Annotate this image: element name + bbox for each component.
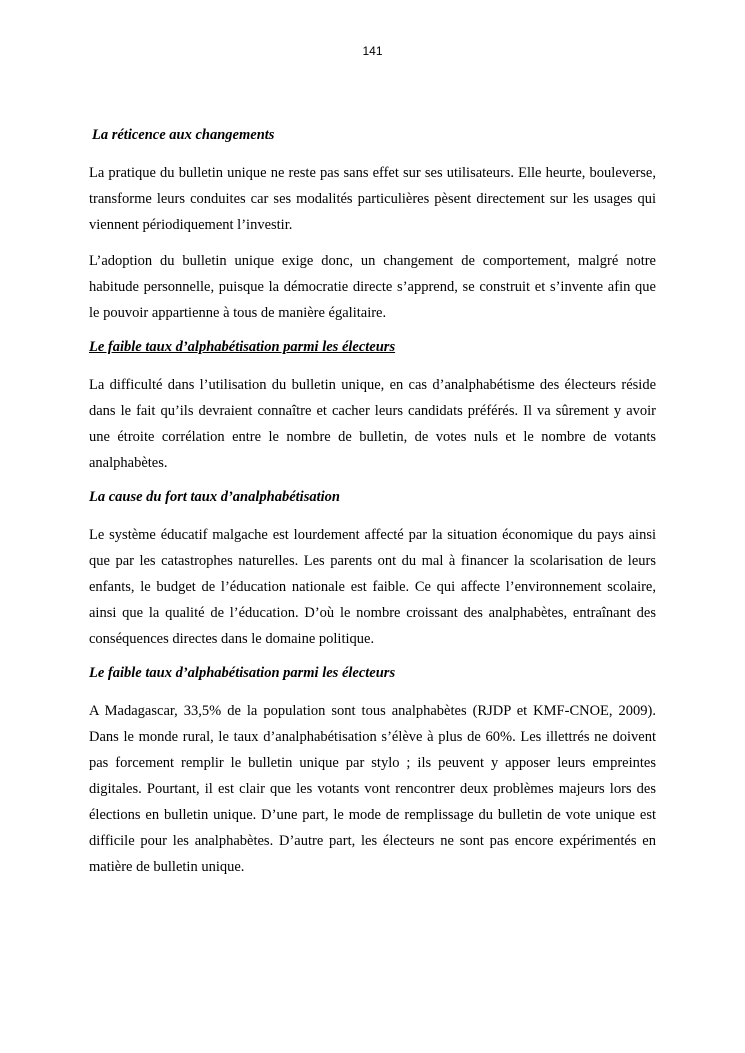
section-heading: Le faible taux d’alphabétisation parmi les électeurs xyxy=(89,665,396,681)
page-number: 141 xyxy=(362,44,383,58)
section-heading: La cause du fort taux d’analphabétisation xyxy=(89,489,340,505)
paragraph: La pratique du bulletin unique ne reste pas sans effet sur ses utilisateurs. Elle heurte, bouleverse, transforme leurs conduites car ses modalités particulières pèsent directement sur les usages qui viennent périodiquement l’investir. xyxy=(89,165,656,233)
document-body xyxy=(89,124,656,890)
paragraph: A Madagascar, 33,5% de la population sont tous analphabètes (RJDP et KMF-CNOE, 2009). Dans le monde rural, le taux d’analphabétisation s’élève à plus de 60%. Les illettrés ne doivent pas forcement remplir le bulletin unique par stylo ; ils peuvent y apposer leurs empreintes digitales. Pourtant, il est clair que les votants vont rencontrer deux problèmes majeurs lors des élections en bulletin unique. D’une part, le mode de remplissage du bulletin de vote unique est difficile pour les analphabètes. D’autre part, les électeurs ne sont pas encore expérimentés en matière de bulletin unique. xyxy=(89,703,656,875)
paragraph: La difficulté dans l’utilisation du bulletin unique, en cas d’analphabétisme des électeurs réside dans le fait qu’ils devraient connaître et cacher leurs candidats préférés. Il va sûrement y avoir une étroite corrélation entre le nombre de bulletin, de votes nuls et le nombre de votants analphabètes. xyxy=(89,377,656,471)
section-heading: La réticence aux changements xyxy=(92,127,275,143)
paragraph: L’adoption du bulletin unique exige donc, un changement de comportement, malgré notre habitude personnelle, puisque la démocratie directe s’apprend, se construit et s’invente afin que le pouvoir appartienne à tous de manière égalitaire. xyxy=(89,253,656,321)
section-heading: Le faible taux d’alphabétisation parmi les électeurs xyxy=(89,339,396,355)
paragraph: Le système éducatif malgache est lourdement affecté par la situation économique du pays ainsi que par les catastrophes naturelles. Les parents ont du mal à financer la scolarisation de leurs enfants, le budget de l’éducation nationale est faible. Ce qui affecte l’environnement scolaire, ainsi que la qualité de l’éducation. D’où le nombre croissant des analphabètes, entraînant des conséquences directes dans le domaine politique. xyxy=(89,527,656,647)
